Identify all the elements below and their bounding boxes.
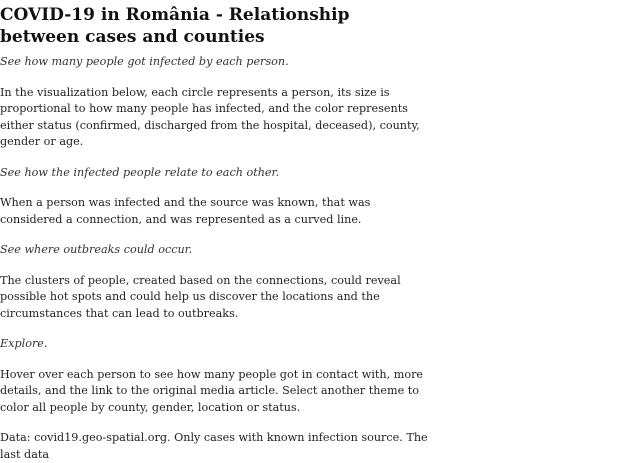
section-4-body: Hover over each person to see how many people got in contact with, more details, and the link to the original media article. Select another theme to color all people by county, gender, location or status.	[0, 367, 424, 414]
section-1-body: In the visualization below, each circle represents a person, its size is proportional to how many people has infected, and the color represents either status (confirmed, discharged from the hospital, deceased), county, gender or age.	[0, 85, 420, 148]
section-4-lede: Explore.	[0, 337, 48, 350]
section-3-body: The clusters of people, created based on the connections, could reveal possible hot spots and could help us discover the locations and the circumstances that can lead to outbreaks.	[0, 273, 401, 320]
section-1-lede: See how many people got infected by each person.	[0, 55, 289, 68]
data-source-note: Data: covid19.geo-spatial.org. Only cases with known infection source. The last data	[0, 431, 428, 461]
section-3-lede: See where outbreaks could occur.	[0, 243, 193, 256]
section-2-lede: See how the infected people relate to each other.	[0, 165, 280, 179]
section-2-body: When a person was infected and the source was known, that was considered a connection, and was represented as a curved line.	[0, 196, 371, 226]
page-title: COVID-19 in România - Relationship between cases and counties	[0, 5, 350, 47]
